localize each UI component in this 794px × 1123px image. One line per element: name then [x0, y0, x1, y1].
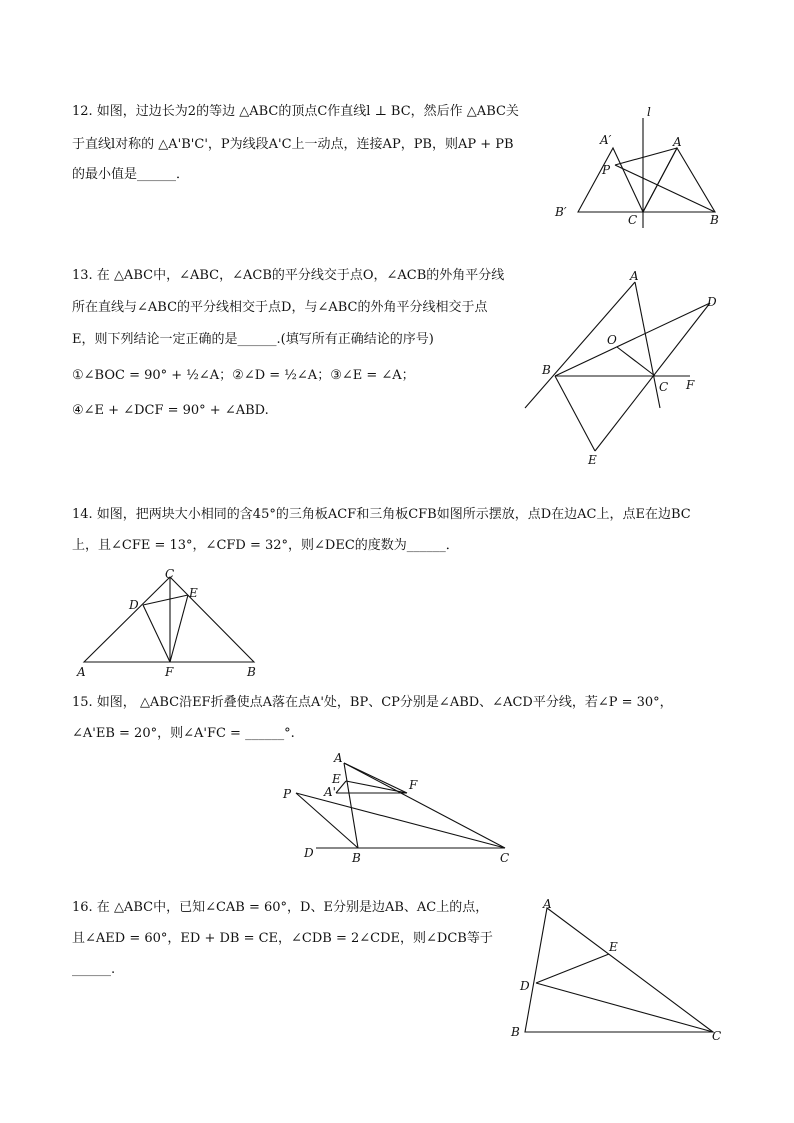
q15-line-2: ∠A'EB = 20°，则∠A'FC = ______°. [72, 726, 295, 741]
q13-line-1: 13. 在 △ABC中，∠ABC，∠ACB的平分线交于点O，∠ACB的外角平分线 [72, 268, 505, 283]
q13-label-B: B [542, 363, 551, 377]
q14-label-B: B [247, 665, 256, 679]
q16-label-E: E [609, 940, 618, 954]
q16-line-3: ______. [72, 962, 116, 977]
q12-figure [545, 100, 735, 235]
q13-line-4: ①∠BOC = 90° + ½∠A；②∠D = ½∠A；③∠E = ∠A； [72, 368, 415, 383]
q13-label-E: E [588, 453, 597, 467]
q16-label-A: A [543, 897, 552, 911]
q12-label-A1: A′ [600, 133, 612, 147]
q15-label-A1: A' [324, 785, 336, 799]
q13-line-5: ④∠E + ∠DCF = 90° + ∠ABD. [72, 403, 269, 418]
q15-label-C: C [500, 851, 510, 865]
q14-label-A: A [77, 665, 86, 679]
q15-label-D: D [304, 846, 314, 860]
q15-label-F: F [409, 778, 418, 792]
q14-label-C: C [165, 567, 175, 581]
q12-label-B1: B′ [555, 205, 567, 219]
q16-label-C: C [712, 1029, 722, 1043]
q15-line-1: 15. 如图， △ABC沿EF折叠使点A落在点A'处，BP、CP分别是∠ABD、∠ACD平分线，若∠P = 30°， [72, 695, 673, 710]
q15-figure [280, 748, 520, 866]
q14-label-E: E [189, 586, 198, 600]
q13-label-D: D [707, 295, 717, 309]
q14-line-2: 上，且∠CFE = 13°，∠CFD = 32°，则∠DEC的度数为______． [72, 538, 459, 553]
q14-label-F: F [165, 665, 174, 679]
q13-label-A: A [630, 269, 639, 283]
q12-line-2: 于直线l对称的 △A'B'C'，P为线段A'C上一动点，连接AP，PB，则AP + PB [72, 137, 514, 152]
q16-line-1: 16. 在 △ABC中，已知∠CAB = 60°，D、E分别是边AB、AC上的点， [72, 900, 489, 915]
q13-line-3: E，则下列结论一定正确的是______.(填写所有正确结论的序号) [72, 332, 434, 347]
q13-figure [520, 268, 730, 468]
q13-label-C: C [659, 380, 669, 394]
q16-label-B: B [511, 1025, 520, 1039]
q12-line-1: 12. 如图，过边长为2的等边 △ABC的顶点C作直线l ⊥ BC，然后作 △ABC关 [72, 104, 519, 119]
q15-label-P: P [283, 787, 292, 801]
q12-label-B: B [710, 213, 719, 227]
q16-figure [505, 893, 730, 1048]
q12-label-l: l [647, 105, 651, 119]
q12-label-A: A [673, 135, 682, 149]
q15-label-B: B [352, 851, 361, 865]
q14-label-D: D [129, 598, 139, 612]
q15-label-E: E [332, 772, 341, 786]
q13-label-O: O [607, 333, 617, 347]
q15-label-A: A [334, 751, 343, 765]
q14-figure [72, 565, 272, 683]
q12-label-P: P [602, 163, 611, 177]
q16-label-D: D [520, 979, 530, 993]
q12-line-3: 的最小值是______． [72, 167, 190, 182]
q12-label-C: C [628, 213, 638, 227]
q14-line-1: 14. 如图，把两块大小相同的含45°的三角板ACF和三角板CFB如图所示摆放，点D在边AC上，点E在边BC [72, 507, 691, 522]
q13-label-F: F [686, 378, 695, 392]
q16-line-2: 且∠AED = 60°，ED + DB = CE，∠CDB = 2∠CDE，则∠DCB等于 [72, 931, 493, 946]
q13-line-2: 所在直线与∠ABC的平分线相交于点D，与∠ABC的外角平分线相交于点 [72, 300, 488, 315]
